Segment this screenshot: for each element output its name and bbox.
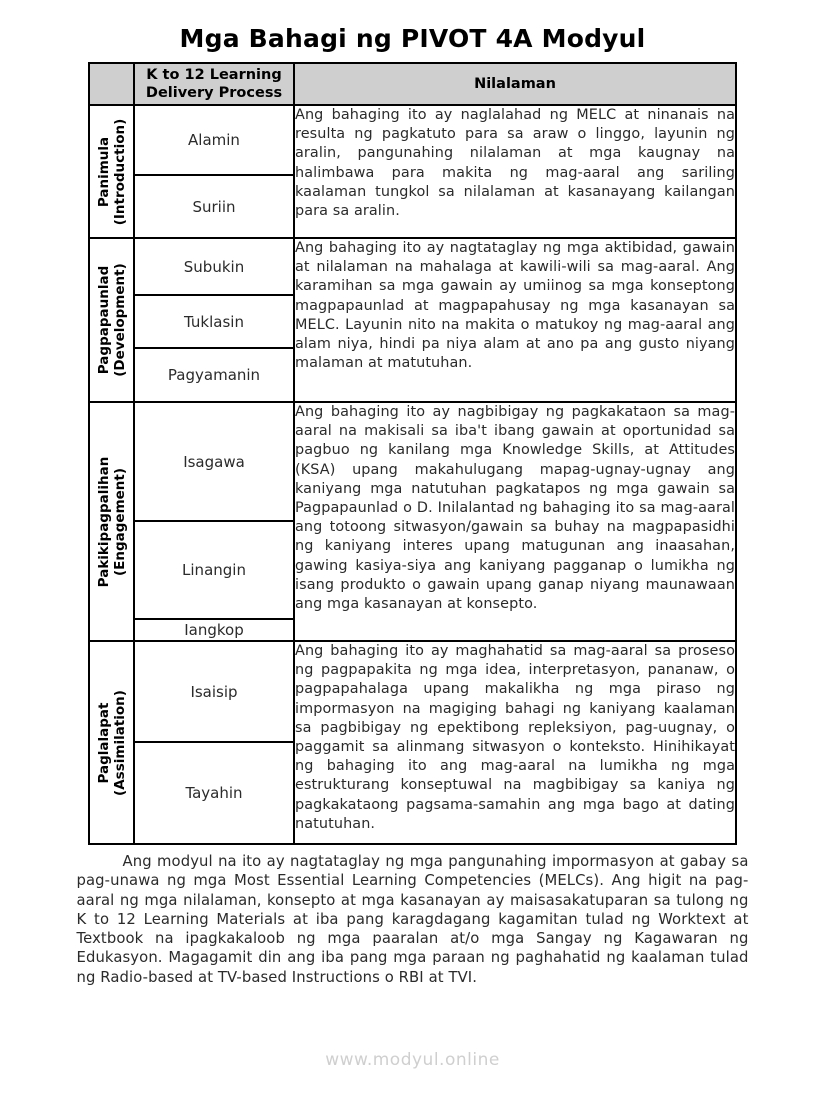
table-header-row bbox=[89, 63, 736, 105]
document-page bbox=[0, 24, 825, 1099]
content-cell-pakikipagpalihan: Ang bahaging ito ay nagbibigay ng pagkakataon sa mag-aaral na makisali sa iba't ibang gawain at oportunidad sa pagbuo ng kanilang mga Knowledge Skills, at Attitudes (KSA) upang makahulugang mapag-ugnay-ugnay ang kaniyang mga natutuhan pagkatapos ng mga gawain sa Pagpapaunlad o D. Inilalantad ng bahaging ito sa mag-aaral ang totoong sitwasyon/gawain sa buhay na magpapasidhi ng kaniyang interes upang matugunan ang inaasahan, gawing kasiya-siya ang kaniyang pagganap o lumikha ng isang produkto o gawain upang ganap niyang maunawaan ang mga kasanayan at konsepto. bbox=[294, 402, 736, 641]
process-cell-suriin: Suriin bbox=[134, 175, 294, 238]
process-cell-alamin: Alamin bbox=[134, 105, 294, 175]
table-row bbox=[89, 238, 736, 295]
watermark-url: www.modyul.online bbox=[325, 1050, 500, 1070]
content-cell-panimula: Ang bahaging ito ay naglalahad ng MELC at ninanais na resulta ng pagkatuto para sa araw o linggo, layunin ng aralin, pangunahing nilalaman at mga kaugnay na halimbawa para makita ng mag-aaral ang sariling kaalaman tungkol sa nilalaman at kasanayang kailangan para sa aralin. bbox=[294, 105, 736, 238]
page-title: Mga Bahagi ng PIVOT 4A Modyul bbox=[179, 24, 646, 53]
section-label-text: Pagpapaunlad (Development) bbox=[95, 263, 128, 377]
process-cell-tuklasin: Tuklasin bbox=[134, 295, 294, 348]
process-cell-isagawa: Isagawa bbox=[134, 402, 294, 521]
process-cell-linangin: Linangin bbox=[134, 521, 294, 619]
process-cell-isaisip: Isaisip bbox=[134, 641, 294, 742]
header-delivery-process: K to 12 Learning Delivery Process bbox=[134, 63, 294, 105]
content-cell-paglalapat: Ang bahaging ito ay maghahatid sa mag-aaral sa proseso ng pagpapakita ng mga idea, interpretasyon, pananaw, o pagpapahalaga upang makalikha ng mga piraso ng impormasyon na magiging bahagi ng kaniyang kaalaman sa pagbibigay ng epektibong repleksiyon, pag-uugnay, o paggamit sa alinmang sitwasyon o konteksto. Hinihikayat ng bahaging ito ang mag-aaral na lumikha ng mga estrukturang konseptuwal na magbibigay sa kaniya ng pagkakataong pagsama-samahin ang mga bago at dating natutuhan. bbox=[294, 641, 736, 844]
process-cell-pagyamanin: Pagyamanin bbox=[134, 348, 294, 402]
content-cell-pagpapaunlad: Ang bahaging ito ay nagtataglay ng mga aktibidad, gawain at nilalaman na mahalaga at kawili-wili sa mag-aaral. Ang karamihan sa mga gawain ay umiinog sa mga konseptong magpapaunlad at magpapahusay ng mga kasanayan sa MELC. Layunin nito na makita o matukoy ng mag-aaral ang alam niya, hindi pa niya alam at ano pa ang gusto niyang malaman at matutuhan. bbox=[294, 238, 736, 402]
closing-paragraph: Ang modyul na ito ay nagtataglay ng mga pangunahing impormasyon at gabay sa pag-unawa ng mga Most Essential Learning Competencies (MELCs). Ang higit na pag-aaral ng mga nilalaman, konsepto at mga kasanayan ay maisasakatuparan sa tulong ng K to 12 Learning Materials at iba pang karagdagang kagamitan tulad ng Worktext at Textbook na ipagkakaloob ng mga paaralan at/o mga Sangay ng Kagawaran ng Edukasyon. Magagamit din ang iba pang mga paraan ng paghahatid ng kaalaman tulad ng Radio-based at TV-based Instructions o RBI at TVI. bbox=[76, 853, 749, 986]
section-label-pakikipagpalihan bbox=[89, 402, 134, 641]
section-label-panimula bbox=[89, 105, 134, 238]
table-row bbox=[89, 641, 736, 742]
process-cell-tayahin: Tayahin bbox=[134, 742, 294, 844]
table-row bbox=[89, 105, 736, 175]
section-label-pagpapaunlad bbox=[89, 238, 134, 402]
section-label-text: Pakikipagpalihan (Engagement) bbox=[95, 456, 128, 587]
header-corner-cell bbox=[89, 63, 134, 105]
process-cell-subukin: Subukin bbox=[134, 238, 294, 295]
section-label-text: Panimula (Introduction) bbox=[95, 118, 128, 225]
section-label-text: Paglalapat (Assimilation) bbox=[95, 689, 128, 796]
header-nilalaman: Nilalaman bbox=[294, 63, 736, 105]
process-cell-iangkop: Iangkop bbox=[134, 619, 294, 641]
module-parts-table bbox=[88, 62, 737, 845]
section-label-paglalapat bbox=[89, 641, 134, 844]
table-row bbox=[89, 402, 736, 521]
